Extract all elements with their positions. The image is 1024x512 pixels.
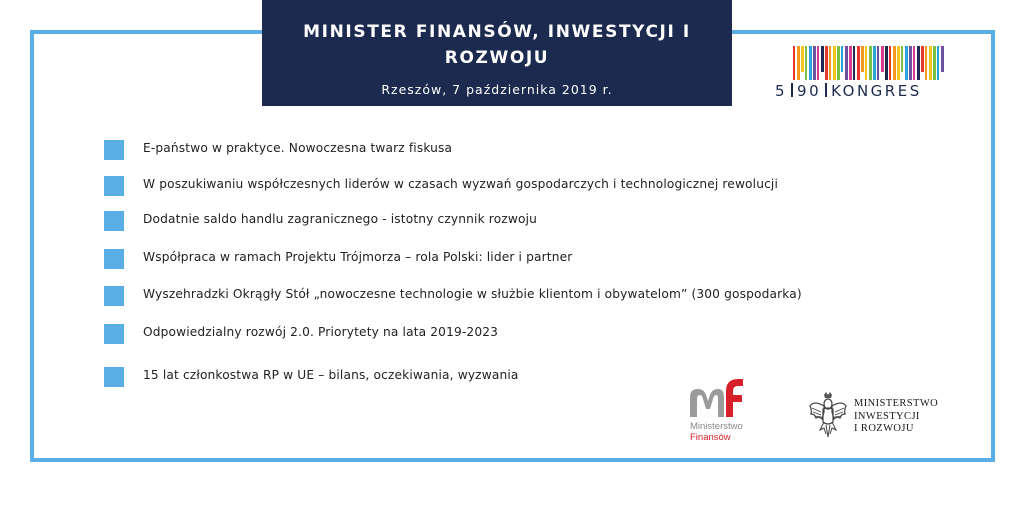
kongres-word: KONGRES xyxy=(831,82,922,100)
barcode-bar xyxy=(909,46,912,80)
mf-label-line1: Ministerstwo xyxy=(690,421,743,432)
kongres-number-left: 5 xyxy=(775,82,788,100)
agenda-item-text: W poszukiwaniu współczesnych liderów w czasach wyzwań gospodarczych i technologicznej rewolucji xyxy=(143,177,778,191)
kongres-number-right: 90 xyxy=(797,82,822,100)
barcode-bar xyxy=(937,46,939,80)
square-bullet-icon xyxy=(104,324,124,344)
agenda-item-text: Odpowiedzialny rozwój 2.0. Priorytety na lata 2019-2023 xyxy=(143,325,499,339)
square-bullet-icon xyxy=(104,286,124,306)
barcode-bar xyxy=(849,46,852,80)
barcode-bar xyxy=(797,46,800,80)
barcode-bar xyxy=(801,46,804,72)
barcode-bar xyxy=(809,46,812,80)
ministerstwo-inwestycji-logo xyxy=(806,392,966,442)
barcode-bar xyxy=(893,46,896,80)
mir-label-line2: INWESTYCJI xyxy=(854,410,920,422)
barcode-bar xyxy=(921,46,924,72)
mf-label-line2: Finansów xyxy=(690,432,731,443)
white-eagle-icon xyxy=(808,392,848,438)
header-banner xyxy=(262,0,732,106)
barcode-bar xyxy=(841,46,843,72)
ministerstwo-finansow-logo xyxy=(688,377,768,447)
kongres-divider xyxy=(791,83,793,97)
barcode-bar xyxy=(901,46,903,72)
page-title: MINISTER FINANSÓW, INWESTYCJI I ROZWOJU xyxy=(303,22,691,68)
agenda-item-text: 15 lat członkostwa RP w UE – bilans, oczekiwania, wyzwania xyxy=(143,368,519,382)
square-bullet-icon xyxy=(104,367,124,387)
barcode-bar xyxy=(925,46,927,80)
barcode-bar xyxy=(817,46,819,80)
mir-label-line1: MINISTERSTWO xyxy=(854,398,939,409)
barcode-bar xyxy=(813,46,816,80)
barcode-bar xyxy=(929,46,932,80)
barcode-bar xyxy=(885,46,888,80)
barcode-bar xyxy=(881,46,884,72)
barcode-bar xyxy=(837,46,840,80)
agenda-item-text: Wyszehradzki Okrągły Stół „nowoczesne technologie w służbie klientom i obywatelom” (300 gospodarka) xyxy=(143,287,802,301)
kongres-divider xyxy=(825,83,827,97)
agenda-item-text: E-państwo w praktyce. Nowoczesna twarz fiskusa xyxy=(143,141,453,155)
barcode-bar xyxy=(853,46,855,80)
barcode-bar xyxy=(889,46,891,80)
kongres-logo-text xyxy=(775,82,922,100)
barcode-bar xyxy=(829,46,831,80)
kongres-590-logo xyxy=(775,46,945,102)
barcode-bar xyxy=(917,46,920,80)
barcode-bar xyxy=(933,46,936,80)
agenda-item-text: Dodatnie saldo handlu zagranicznego - istotny czynnik rozwoju xyxy=(143,212,537,226)
square-bullet-icon xyxy=(104,176,124,196)
mf-label xyxy=(690,421,743,443)
barcode-bar xyxy=(805,46,807,80)
square-bullet-icon xyxy=(104,249,124,269)
agenda-item-text: Współpraca w ramach Projektu Trójmorza – rola Polski: lider i partner xyxy=(143,250,573,264)
barcode-bar xyxy=(833,46,836,80)
mir-label xyxy=(854,398,938,436)
barcode-bar xyxy=(913,46,915,80)
mir-label-line3: I ROZWOJU xyxy=(854,423,914,434)
barcode-bar xyxy=(869,46,872,80)
barcode-bar xyxy=(793,46,795,80)
barcode-bar xyxy=(941,46,944,72)
barcode-bar xyxy=(865,46,867,80)
barcode-bar xyxy=(905,46,908,80)
barcode-bar xyxy=(821,46,824,72)
barcode-bar xyxy=(897,46,900,80)
square-bullet-icon xyxy=(104,211,124,231)
barcode-bar xyxy=(873,46,876,80)
event-date: Rzeszów, 7 października 2019 r. xyxy=(381,82,613,97)
square-bullet-icon xyxy=(104,140,124,160)
barcode-bar xyxy=(825,46,828,80)
barcode-bar xyxy=(877,46,879,80)
barcode-bar xyxy=(857,46,860,80)
barcode-bar xyxy=(861,46,864,72)
mf-emblem-icon xyxy=(688,377,744,419)
barcode-bar xyxy=(845,46,848,80)
